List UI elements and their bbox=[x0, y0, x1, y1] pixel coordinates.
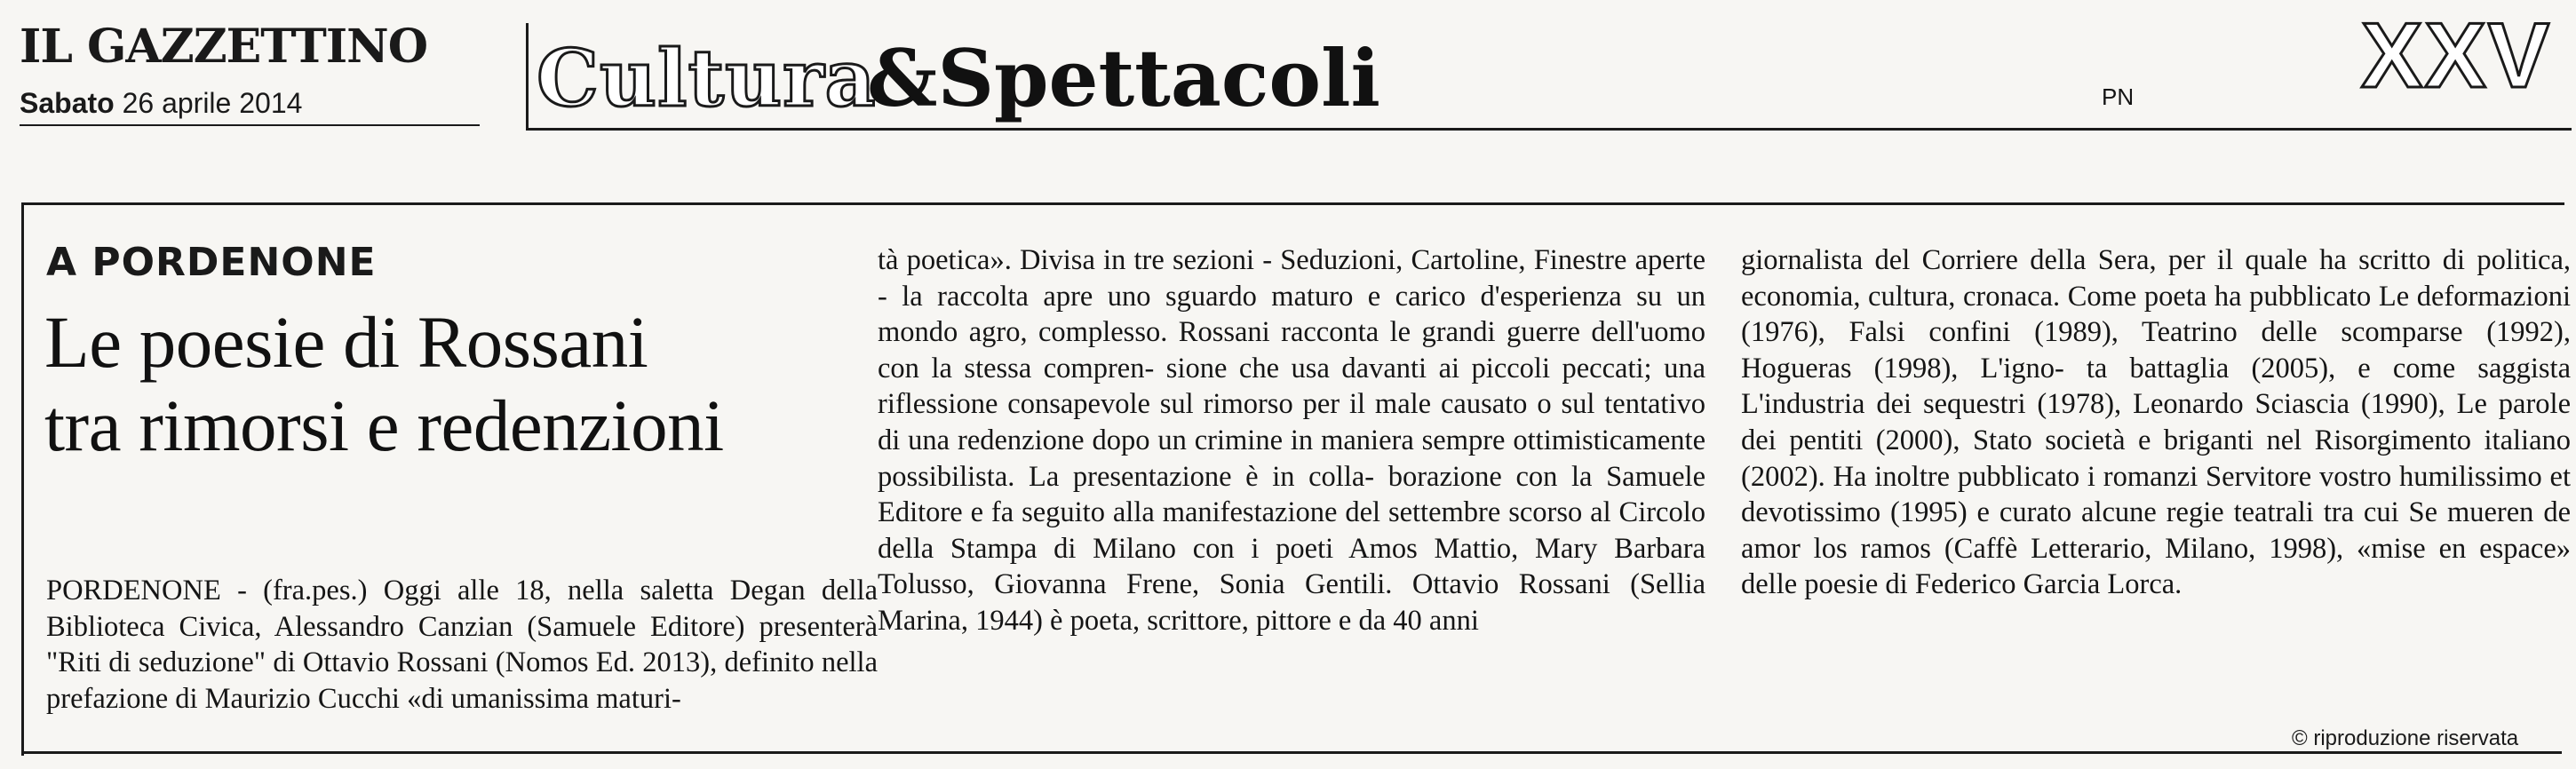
article-column-1 bbox=[46, 573, 878, 717]
edition-code: PN bbox=[2102, 83, 2135, 110]
column-2-text: tà poetica». Divisa in tre sezioni - Seduzioni, Cartoline, Finestre aperte - la raccolta apre uno sguardo maturo e carico d'esperienza su un mondo agro, complesso. Rossani racconta le grandi guerre dell'uomo con la stessa compren- sione che usa davanti ai piccoli peccati; una riflessione consapevole sul rimorso per il male causato o sul tentativo di una redenzione dopo un crimine in maniera sempre ottimisticamente possibilista. La presentazione è in colla- borazione con la Samuele Editore e fa seguito alla manifestazione del settembre scorso al Circolo della Stampa di Milano con i poeti Amos Mattio, Mary Barbara Tolusso, Giovanna Frene, Sonia Gentili. Ottavio Rossani (Sellia Marina, 1944) è poeta, scrittore, pittore e da 40 anni bbox=[878, 244, 1705, 637]
article-column-2 bbox=[878, 242, 1705, 639]
article-frame-bottom bbox=[21, 751, 2562, 754]
article-headline bbox=[44, 300, 879, 467]
column-3-text: giornalista del Corriere della Sera, per il quale ha scritto di politica, economia, cultura, cronaca. Come poeta ha pubblicato Le deformazioni (1976), Falsi confini (1989), Teatrino delle scomparse (1992), Hogueras (1998), L'igno- ta battaglia (2005), e come saggista L'industria dei sequestri (1978), Leonardo Sciascia (1990), Le parole dei pentiti (2000), Stato società e briganti nel Risorgimento italiano (2002). Ha inoltre pubblicato i romanzi Servitore vostro humilissimo et devotissimo (1995) e curato alcune regie teatrali tra cui Se mueren de amor los ramos (Caffè Letterario, Milano, 1998), «mise en espace» delle poesie di Federico Garcia Lorca. bbox=[1741, 244, 2571, 601]
page-number: XXV bbox=[2361, 4, 2552, 107]
article-column-3 bbox=[1741, 242, 2571, 603]
article-kicker: A PORDENONE bbox=[46, 240, 377, 285]
column-1-text: PORDENONE - (fra.pes.) Oggi alle 18, nella saletta Degan della Biblioteca Civica, Alessandro Canzian (Samuele Editore) presenterà "Riti di seduzione" di Ottavio Rossani (Nomos Ed. 2013), definito nella prefazione di Maurizio Cucchi «di umanissima maturi- bbox=[46, 575, 878, 715]
issue-date-text: 26 aprile 2014 bbox=[122, 87, 303, 119]
masthead-rule bbox=[20, 124, 480, 126]
section-title-cultura: Cultura bbox=[537, 32, 877, 124]
section-title-spettacoli: &Spettacoli bbox=[867, 32, 1380, 124]
copyright-notice: © riproduzione riservata bbox=[2292, 726, 2519, 750]
issue-date bbox=[20, 87, 302, 120]
issue-day: Sabato bbox=[20, 87, 115, 119]
newspaper-name: IL GAZZETTINO bbox=[20, 20, 427, 74]
headline-line-2: tra rimorsi e redenzioni bbox=[44, 384, 724, 466]
headline-line-1: Le poesie di Rossani bbox=[44, 301, 648, 383]
